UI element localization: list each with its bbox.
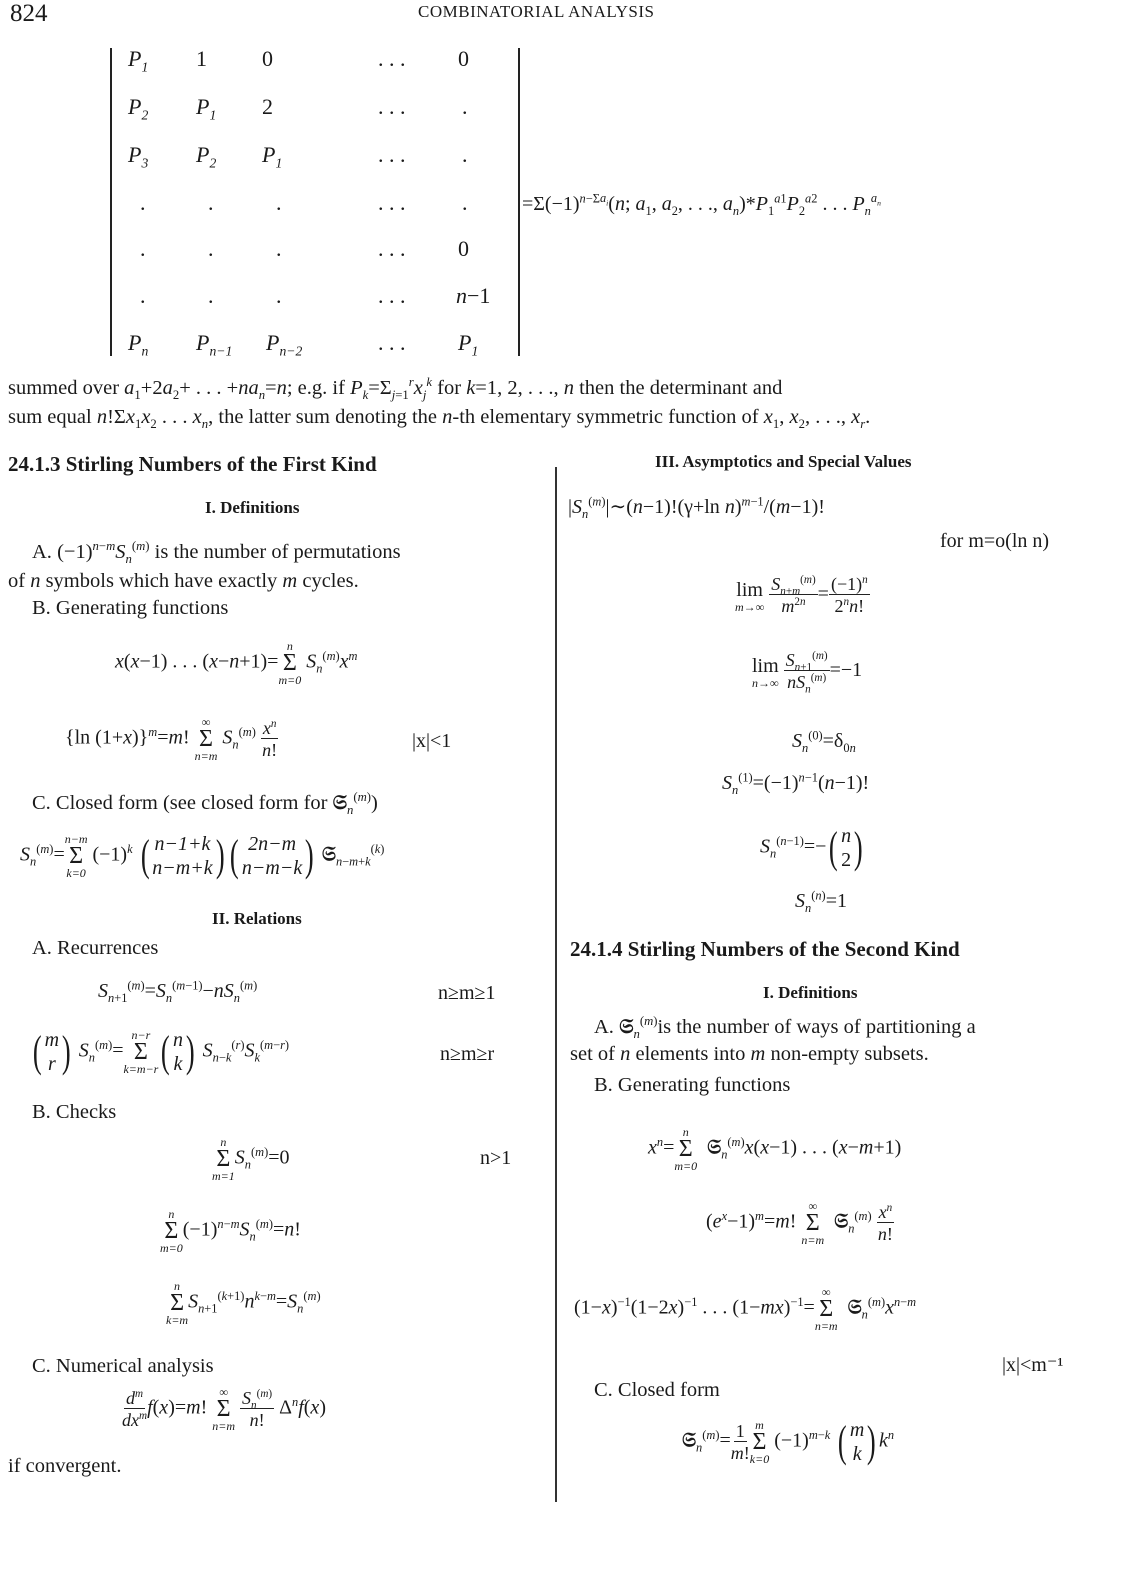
det-cell: . (462, 190, 468, 215)
section-title-second-kind: 24.1.4 Stirling Numbers of the Second Kind (570, 937, 960, 961)
det-cell: 0 (458, 236, 469, 261)
def-text: is the number of permutations (154, 541, 401, 563)
formula-recurrence-1: $S_{n+1}^{(m)}=S_n^{(m-1)}-nS_n^{(m)}$ (98, 978, 258, 1005)
det-cell: 0 (262, 46, 273, 71)
formula-limit-2: lim n→∞ $\frac{S_{n+1}^{(m)}}{nS_n^{(m)}}$ =−1 (752, 650, 863, 696)
formula-special-s1: $S_n^{(1)}=(-1)^{n-1}(n-1)$! (722, 770, 870, 797)
formula-limit-1: lim m→∞ $\frac{S_{n+m}^{(m)}}{m^{2n}}$ = $\frac{(-1)^n}{2^nn!}$ (735, 574, 868, 616)
det-cell: . (208, 283, 214, 308)
det-cell: $P_2$ (128, 94, 149, 123)
condition-check-1: n>1 (480, 1147, 512, 1169)
formula-second-kind-gen-3: $(1-x)^{-1}(1-2x)^{-1}$ . . . $(1-mx)^{-1}=$ ∞ Σ n=m $𝔖_n^{(m)}x^{n-m}$ (574, 1285, 917, 1333)
det-cell: . (276, 283, 282, 308)
det-cell: . . . (378, 236, 406, 261)
definition-a-second-kind-cont: set of n elements into m non-empty subsets. (570, 1043, 929, 1065)
det-cell: 0 (458, 46, 469, 71)
formula-check-2: n Σ m=0 $(-1)^{n-m}S_n^{(m)}=n$! (160, 1207, 301, 1255)
if-convergent-text: if convergent. (8, 1455, 122, 1477)
formula-generating-fn-2: {ln (1+x)}$^m$=m! ∞ Σ n=m $S_n^{(m)}$ $\frac{x^n}{n!}$ (65, 715, 278, 763)
determinant-expansion: $=\Sigma(-1)^{n-\Sigma a_i}(n$; $a_1$, $a_2$, . . ., $a_n)*P_1^{a1}P_2^{a2}$ . . . $P_n^{a_n}$ (522, 191, 881, 218)
formula-recurrence-2: ( m r ) $S_n^{(m)}=$ n−r Σ k=m−r ( n k ) $S_{n-k}^{(r)}S_k^{(m-r)}$ (32, 1027, 290, 1076)
det-cell: . . . (378, 94, 406, 119)
formula-check-3: n Σ k=m $S_{n+1}^{(k+1)}n^{k-m}=S_n^{(m)}$ (166, 1279, 321, 1327)
det-cell: . . . (378, 330, 406, 355)
det-cell: . (462, 142, 468, 167)
det-cell: . (276, 236, 282, 261)
condition-abs-x-less-1: |x|<1 (412, 730, 452, 752)
det-cell: 1 (196, 46, 207, 71)
condition-recurrence-1: n≥m≥1 (438, 982, 496, 1004)
formula-second-kind-gen-2: $(e^x-1)^m=m$! ∞ Σ n=m 𝔖$_n^{(m)}$ $\frac{x^n}{n!}$ (706, 1199, 893, 1247)
det-cell: . (208, 236, 214, 261)
det-cell: . . . (378, 283, 406, 308)
det-cell: . (140, 283, 146, 308)
det-cell: . (140, 190, 146, 215)
label-checks: B. Checks (32, 1101, 117, 1123)
label-numerical-analysis: C. Numerical analysis (32, 1355, 214, 1377)
det-cell: . . . (378, 142, 406, 167)
column-divider (555, 467, 557, 1502)
det-cell: $P_1$ (196, 94, 217, 123)
determinant-left-bar (110, 48, 112, 356)
det-cell: . . . (378, 190, 406, 215)
det-cell: $P_1$ (262, 142, 283, 171)
label-generating-functions-2: B. Generating functions (594, 1074, 791, 1096)
subsection-definitions: I. Definitions (205, 498, 300, 517)
condition-asymptotic: for m=o(ln n) (940, 530, 1050, 552)
det-cell: $P_2$ (196, 142, 217, 171)
det-cell: $P_1$ (128, 46, 149, 75)
formula-closed-form-first-kind: $S_n^{(m)}=$ n−m Σ k=0 $(-1)^k$ ( n−1+k n−m+k ) ( 2n−m n−m−k ) 𝔖$_{n-m+k}^{(k)}$ (20, 831, 385, 880)
definition-a-second-kind: A. 𝔖$_n^{(m)}$is the number of ways of partitioning a (594, 1014, 976, 1042)
intro-paragraph-line-2: sum equal $n!\Sigma x_1x_2$ . . . $x_n$, the latter sum denoting the n-th elementary symmetric function of $x_1$, $x_2$, . . ., $x_r$. (8, 406, 871, 432)
det-cell: $P_{n-1}$ (196, 330, 233, 359)
formula-check-1: n Σ m=1 $S_n^{(m)}=0$ (212, 1135, 290, 1183)
closed-form-text: C. Closed form (see closed form for (32, 792, 328, 814)
det-cell: . (462, 94, 468, 119)
det-cell: . (140, 236, 146, 261)
definition-a-first-kind-cont: of n symbols which have exactly m cycles. (8, 570, 359, 592)
formula-asymptotic: $|S_n^{(m)}|\sim(n-1)!(\gamma+\ln$ n)$^{m-1}$/(m−1)! (568, 494, 825, 521)
formula-special-sn: $S_n^{(n)}=1$ (795, 888, 847, 915)
intro-paragraph-line-1: summed over $a_1+2a_2+$ . . . $+na_n=n$; e.g. if $P_k=\Sigma_{j=1}^rx_j^k$ for k=1, 2, . . ., n then the determinant and (8, 375, 783, 403)
running-title: COMBINATORIAL ANALYSIS (418, 2, 655, 21)
formula-closed-form-second-kind: 𝔖$_n^{(m)}$= $\frac{1}{m!}$ m Σ k=0 $(-1)^{m-k}$ ( m k ) $k^n$ (682, 1417, 895, 1466)
det-cell: n−1 (456, 283, 491, 308)
det-cell: . (208, 190, 214, 215)
def-label: A. (594, 1016, 614, 1038)
subsection-relations: II. Relations (212, 909, 302, 928)
det-cell: $P_{n-2}$ (266, 330, 303, 359)
label-closed-form: C. Closed form (see closed form for 𝔖$_n^{(m)}$) (32, 790, 378, 818)
definition-a-first-kind: A. $(-1)^{n-m}S_n^{(m)}$ is the number of permutations (32, 539, 401, 567)
formula-generating-fn-1: x(x−1) . . . (x−n+1)= n Σ m=0 $S_n^{(m)}x^m$ (115, 639, 358, 687)
label-recurrences: A. Recurrences (32, 937, 159, 959)
section-title-first-kind: 24.1.3 Stirling Numbers of the First Kind (8, 452, 377, 476)
formula-special-s0: $S_n^{(0)}=\delta_{0n}$ (792, 728, 856, 755)
label-generating-functions: B. Generating functions (32, 597, 229, 619)
det-cell: . . . (378, 46, 406, 71)
det-cell: $P_3$ (128, 142, 149, 171)
def-label: A. (32, 541, 52, 563)
det-cell: $P_n$ (128, 330, 149, 359)
det-cell: 2 (262, 94, 273, 119)
formula-second-kind-gen-1: $x^n=$ n Σ m=0 𝔖$_n^{(m)}$x(x−1) . . . (x−m+1) (648, 1125, 902, 1173)
def-text: is the number of ways of partitioning a (657, 1016, 976, 1038)
formula-numerical-analysis: $\frac{d^m}{dx^m}$ f(x)=m! ∞ Σ n=m $\frac{S_n^{(m)}}{n!}$ $\Delta^nf(x)$ (122, 1385, 326, 1433)
determinant-right-bar (518, 48, 520, 356)
subsection-asymptotics: III. Asymptotics and Special Values (655, 452, 912, 471)
page-number: 824 (10, 0, 48, 27)
det-cell: . (276, 190, 282, 215)
condition-recurrence-2: n≥m≥r (440, 1043, 495, 1065)
subsection-definitions-2: I. Definitions (763, 983, 858, 1002)
formula-special-sn-1: $S_n^{(n-1)}=-$ ( n 2 ) (760, 823, 863, 872)
label-closed-form-2: C. Closed form (594, 1379, 720, 1401)
condition-gen-3: |x|<m⁻¹ (1002, 1354, 1064, 1376)
det-cell: $P_1$ (458, 330, 479, 359)
